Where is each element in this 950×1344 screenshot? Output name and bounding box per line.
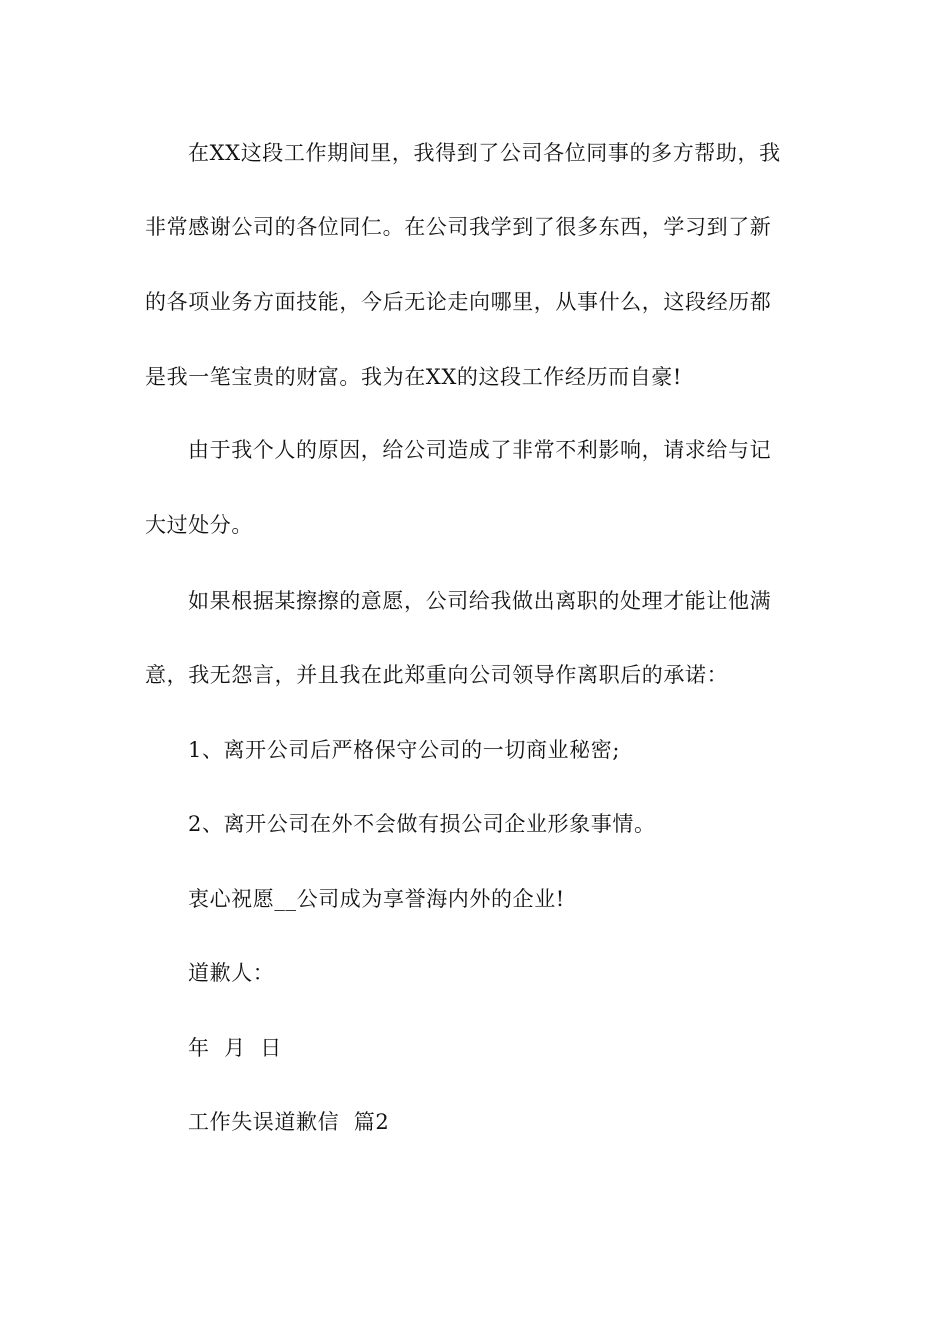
paragraph-1-line-4: 是我一笔宝贵的财富。我为在XX的这段工作经历而自豪! <box>145 365 682 389</box>
date-line: 年 月 日 <box>188 1036 282 1060</box>
paragraph-2-line-2: 大过处分。 <box>145 513 253 537</box>
closing-wish: 衷心祝愿__公司成为享誉海内外的企业! <box>188 887 565 911</box>
paragraph-1-line-2: 非常感谢公司的各位同仁。在公司我学到了很多东西，学习到了新 <box>145 215 772 239</box>
signature-label: 道歉人： <box>188 961 275 985</box>
next-section-title: 工作失误道歉信 篇2 <box>188 1110 390 1134</box>
paragraph-3-line-2: 意，我无怨言，并且我在此郑重向公司领导作离职后的承诺： <box>145 663 729 687</box>
paragraph-2-line-1: 由于我个人的原因，给公司造成了非常不利影响，请求给与记 <box>188 438 772 462</box>
paragraph-3-line-1: 如果根据某擦擦的意愿，公司给我做出离职的处理才能让他满 <box>188 589 772 613</box>
commitment-1: 1、离开公司后严格保守公司的一切商业秘密; <box>188 738 621 762</box>
commitment-2: 2、离开公司在外不会做有损公司企业形象事情。 <box>188 812 656 836</box>
paragraph-1-line-3: 的各项业务方面技能，今后无论走向哪里，从事什么，这段经历都 <box>145 290 772 314</box>
paragraph-1-line-1: 在XX这段工作期间里，我得到了公司各位同事的多方帮助，我 <box>188 141 781 165</box>
